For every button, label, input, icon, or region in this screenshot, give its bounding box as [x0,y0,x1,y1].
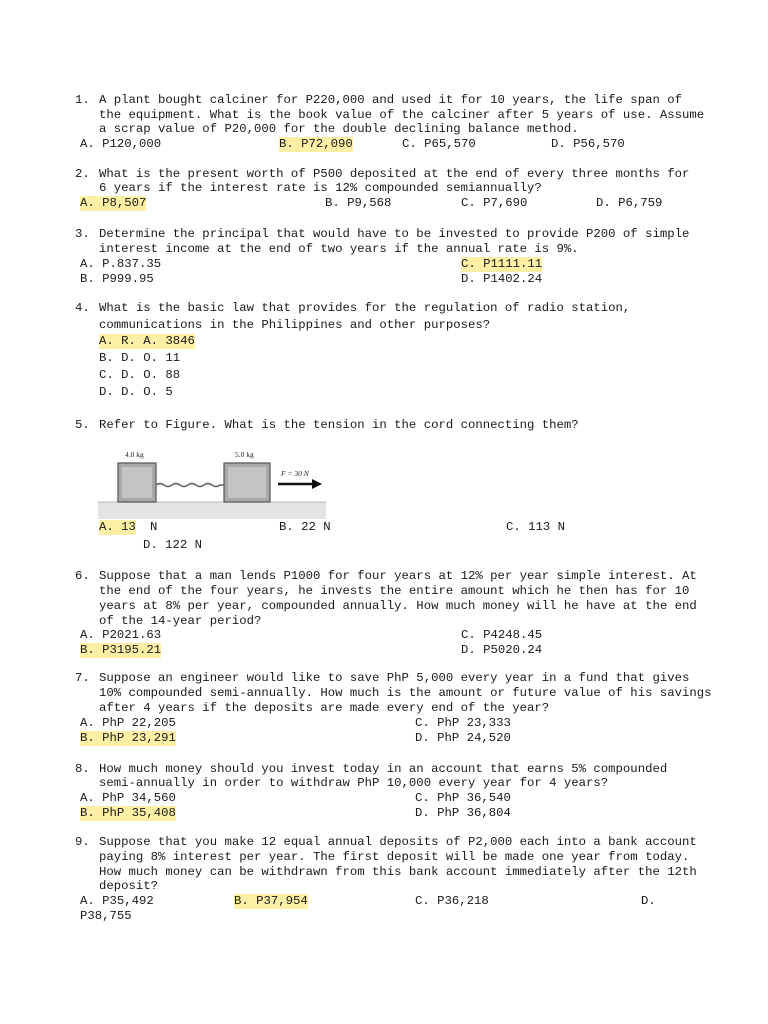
choice-c-answer: C. P1111.11 [461,257,543,271]
choice-d: D. D. O. 5 [99,385,173,399]
choice-b: B. 22 N [279,520,331,534]
question-text: 10% compounded semi-annually. How much is the amount or future value of his savings [99,686,712,700]
connecting-cord [156,484,224,487]
choice-a: A. P.837.35 [80,257,162,271]
choice-d-value: P38,755 [80,909,132,923]
choice-c: C. P7,690 [461,196,528,210]
choice-a: A. PhP 22,205 [80,716,176,730]
floor-surface [98,502,326,519]
question-text: Refer to Figure. What is the tension in the cord connecting them? [99,418,579,432]
choice-b-answer: B. P37,954 [234,894,308,908]
choice-d: D. P56,570 [551,137,625,151]
question-text: Suppose that a man lends P1000 for four years at 12% per year simple interest. At [99,569,697,583]
question-text: How much money can be withdrawn from this bank account immediately after the 12th [99,865,697,879]
choice-a-answer: A. R. A. 3846 [99,334,195,348]
choice-c: C. D. O. 88 [99,368,181,382]
question-number: 8. [75,762,90,776]
question-text: 6 years if the interest rate is 12% compounded semiannually? [99,181,542,195]
question-number: 9. [75,835,90,849]
question-number: 5. [75,418,90,432]
question-number: 3. [75,227,90,241]
choice-d: D. PhP 36,804 [415,806,511,820]
choice-d: D. P6,759 [596,196,663,210]
question-text: How much money should you invest today in an account that earns 5% compounded [99,762,668,776]
choice-b: B. P999.95 [80,272,154,286]
choice-a-answer: A. 13 [99,520,136,534]
choice-b-answer: B. P3195.21 [80,643,162,657]
choice-c: C. 113 N [506,520,566,534]
block-left-face [122,467,152,498]
choice-d: D. [641,894,656,908]
choice-d: D. PhP 24,520 [415,731,511,745]
question-number: 4. [75,301,90,315]
choice-b-answer: B. PhP 35,408 [80,806,176,820]
question-text: What is the basic law that provides for the regulation of radio station, [99,301,631,315]
question-text: What is the present worth of P500 deposited at the end of every three months for [99,167,690,181]
choice-a-answer: A. P8,507 [80,196,147,210]
question-text: the end of the four years, he invests the entire amount which he then has for 10 [99,584,690,598]
question-text: paying 8% interest per year. The first deposit will be made one year from today. [99,850,690,864]
question-number: 6. [75,569,90,583]
choice-b: B. P9,568 [325,196,392,210]
question-text: interest income at the end of two years if the annual rate is 9%. [99,242,579,256]
choice-c: C. P4248.45 [461,628,543,642]
question-text: a scrap value of P20,000 for the double declining balance method. [99,122,579,136]
mass-right-label: 5.0 kg [235,450,254,459]
choice-c: C. PhP 23,333 [415,716,511,730]
choice-d: D. P5020.24 [461,643,543,657]
force-label: F = 30 N [281,469,309,478]
question-text: Suppose an engineer would like to save PhP 5,000 every year in a fund that gives [99,671,690,685]
choice-a: A. PhP 34,560 [80,791,176,805]
question-text: after 4 years if the deposits are made every end of the year? [99,701,550,715]
question-number: 7. [75,671,90,685]
question-text: A plant bought calciner for P220,000 and used it for 10 years, the life span of [99,93,682,107]
mass-left-label: 4.0 kg [125,450,144,459]
choice-c: C. P36,218 [415,894,489,908]
question-text: communications in the Philippines and other purposes? [99,318,491,332]
choice-b-answer: B. P72,090 [279,137,353,151]
question-text: the equipment. What is the book value of the calciner after 5 years of use. Assume [99,108,705,122]
question-text: Determine the principal that would have to be invested to provide P200 of simple [99,227,690,241]
choice-d: D. 122 N [143,538,203,552]
question-number: 1. [75,93,90,107]
choice-b: B. D. O. 11 [99,351,181,365]
choice-c: C. PhP 36,540 [415,791,511,805]
block-right-face [228,467,266,498]
two-blocks-figure [98,447,326,519]
force-arrow-head [312,479,322,489]
choice-a: A. P120,000 [80,137,162,151]
choice-a: A. P35,492 [80,894,154,908]
choice-a: A. P2021.63 [80,628,162,642]
question-number: 2. [75,167,90,181]
choice-a-unit: N [150,520,158,534]
question-text: semi-annually in order to withdraw PhP 10,000 every year for 4 years? [99,776,609,790]
question-text: of the 14-year period? [99,614,262,628]
question-text: years at 8% per year, compounded annually. How much money will he have at the end [99,599,697,613]
choice-d: D. P1402.24 [461,272,543,286]
choice-b-answer: B. PhP 23,291 [80,731,176,745]
question-text: Suppose that you make 12 equal annual deposits of P2,000 each into a bank account [99,835,697,849]
choice-c: C. P65,570 [402,137,476,151]
question-text: deposit? [99,879,159,893]
